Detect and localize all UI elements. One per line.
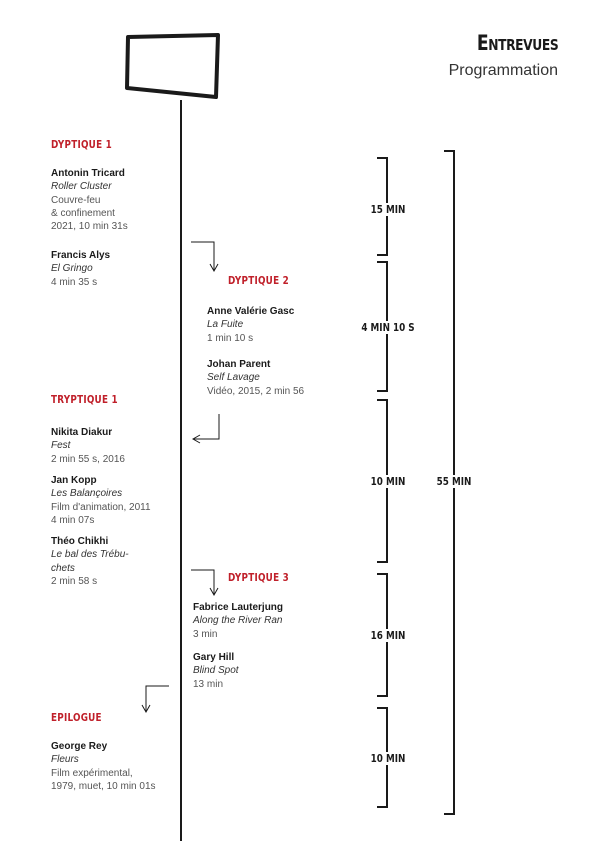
work-details: 1 min 10 s — [207, 332, 254, 344]
duration-label: 4 MIN 10 S — [356, 321, 420, 334]
duration-label: 16 MIN — [356, 629, 420, 642]
work-artist: Antonin Tricard — [51, 168, 125, 179]
work-artist: Théo Chikhi — [51, 536, 109, 547]
arrow-left-back — [193, 414, 219, 443]
work-artist: George Rey — [51, 741, 108, 752]
arrow-right-down — [191, 242, 218, 271]
duration-label: 10 MIN — [356, 752, 420, 765]
work-title: Le bal des Trébu- — [51, 549, 129, 561]
duration-label: 15 MIN — [356, 203, 420, 216]
work-item — [51, 740, 156, 793]
work-details: 4 min 35 s — [51, 276, 98, 288]
work-details: 2021, 10 min 31s — [51, 221, 128, 233]
work-artist: Nikita Diakur — [51, 427, 113, 438]
work-details: & confinement — [51, 207, 115, 219]
section-label: TRYPTIQUE 1 — [51, 393, 118, 406]
work-item — [193, 651, 239, 691]
work-title: Blind Spot — [193, 665, 239, 677]
work-title: Self Lavage — [207, 372, 260, 384]
work-artist: Johan Parent — [207, 359, 271, 370]
section-label: DYPTIQUE 2 — [228, 274, 289, 287]
work-details: 3 min — [193, 628, 218, 640]
work-details: 4 min 07s — [51, 514, 95, 526]
duration-label: 10 MIN — [356, 475, 420, 488]
screen-frame — [127, 35, 218, 97]
work-artist: Jan Kopp — [51, 475, 97, 486]
work-title: Les Balançoires — [51, 488, 123, 500]
work-item — [51, 535, 129, 588]
work-details: 13 min — [193, 678, 224, 690]
work-item — [193, 601, 283, 641]
section-label: DYPTIQUE 3 — [228, 571, 289, 584]
work-artist: Anne Valérie Gasc — [207, 306, 295, 317]
work-title: Roller Cluster — [51, 181, 112, 193]
work-title: Fleurs — [51, 754, 79, 766]
work-details: 1979, muet, 10 min 01s — [51, 780, 156, 792]
work-details: Film d'animation, 2011 — [51, 501, 151, 513]
work-item — [207, 358, 304, 398]
work-title: La Fuite — [207, 319, 244, 331]
work-details: Couvre-feu — [51, 194, 101, 206]
work-item — [51, 426, 125, 466]
work-details: 2 min 55 s, 2016 — [51, 453, 125, 465]
page-subtitle: Programmation — [448, 62, 558, 79]
work-details: Film expérimental, — [51, 767, 133, 779]
section-label: DYPTIQUE 1 — [51, 138, 112, 151]
work-item — [51, 167, 128, 233]
work-details: 2 min 58 s — [51, 575, 98, 587]
work-artist: Francis Alys — [51, 250, 111, 261]
work-title: El Gringo — [51, 263, 93, 275]
work-title: Fest — [51, 440, 71, 452]
page-title: Entrevues — [476, 31, 558, 55]
arrow-left-down — [142, 686, 169, 712]
work-item — [51, 474, 151, 527]
work-artist: Fabrice Lauterjung — [193, 602, 284, 613]
work-artist: Gary Hill — [193, 652, 235, 663]
work-item — [51, 249, 110, 289]
work-item — [207, 305, 294, 345]
work-title: chets — [51, 562, 75, 574]
work-details: Vidéo, 2015, 2 min 56 — [207, 385, 305, 397]
total-duration-label: 55 MIN — [422, 475, 486, 488]
section-label: EPILOGUE — [51, 711, 102, 724]
work-title: Along the River Ran — [193, 615, 283, 627]
arrow-right-down — [191, 570, 218, 595]
